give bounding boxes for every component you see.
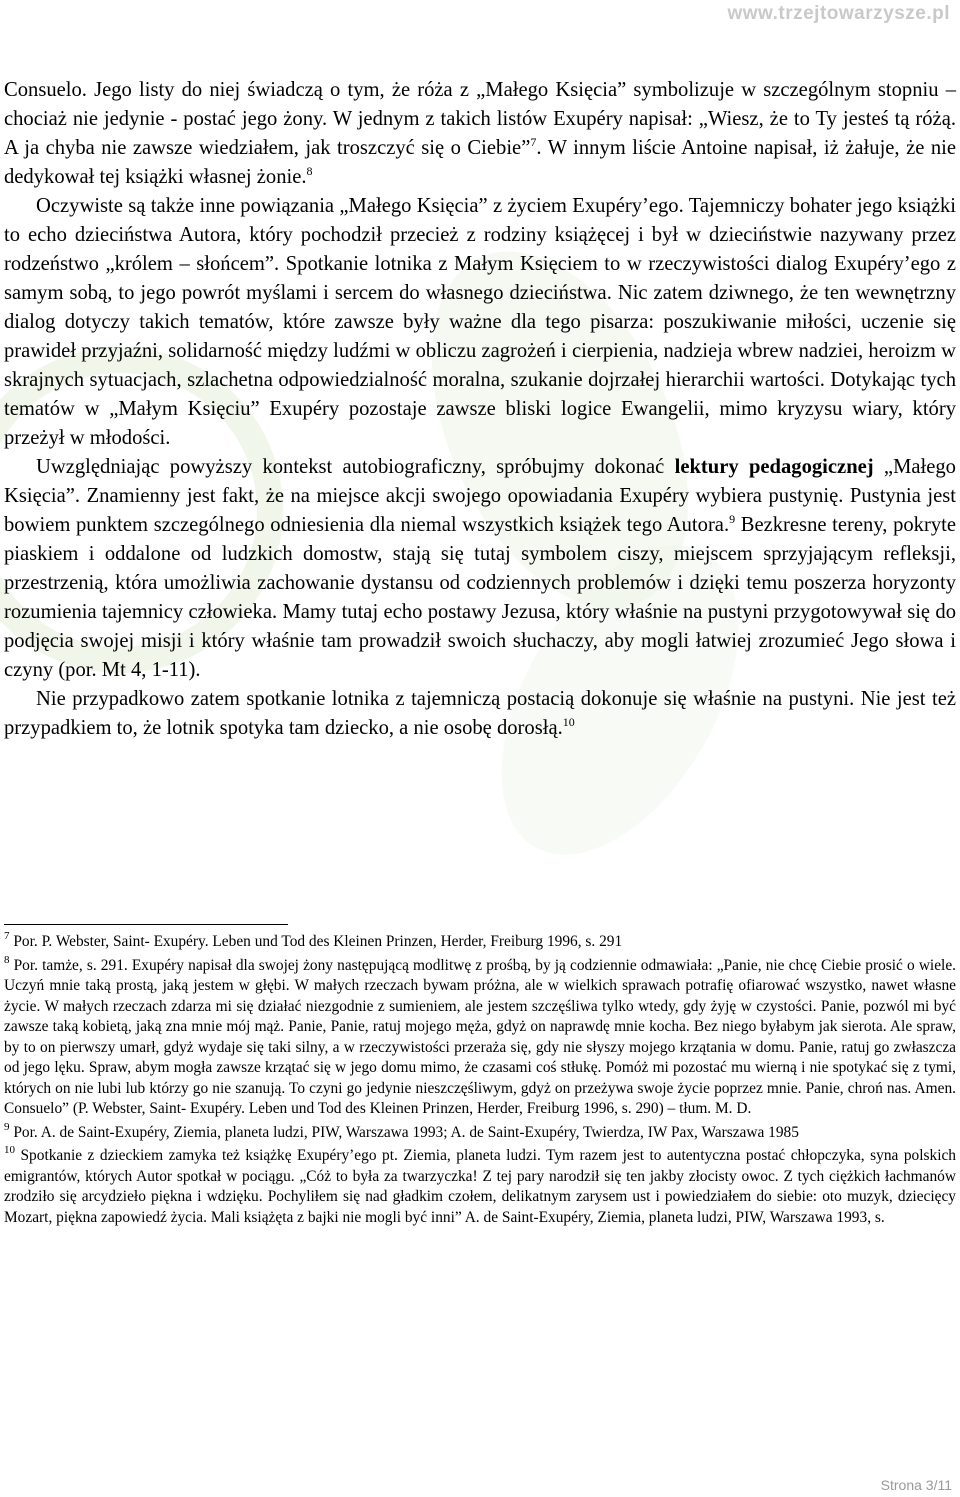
footnote-10 (4, 1146, 956, 1228)
footnote-text: Por. tamże, s. 291. Exupéry napisał dla swojej żony następującą modlitwę z prośbą, by ją codziennie odmawiała: „Panie, nie chcę Ciebie prosić o wiele. Uczyń mnie taką prostą, jaką jestem w głębi. W małych rzeczach bywam próżna, ale w wielkich sprawach potrafię ofiarować wszystko, nawet własne życie. W małych rzeczach zdarza mi się działać niezgodnie z sumieniem, ale jestem szczęśliwa tylko wtedy, gdy żyję w czystości. Panie, pozwól mi być zawsze taką kobietą, jaką zna mnie mój mąż. Panie, Panie, ratuj mojego męża, gdyż on naprawdę mnie kocha. Bez niego byłabym jak sierota. Ale spraw, by to on pierwszy umarł, gdyż wydaje się taki silny, a w rzeczywistości przeraża się, gdy nie słyszy mojego krzątania w domu. Panie, ratuj go zwłaszcza od jego lęku. Spraw, abym mogła zawsze krzątać się w jego domu mimo, że czasami coś stłukę. Pomóż mi pozostać mu wierną i nie spotykać się z tymi, których on nie lubi lub którzy go nie szanują. To czyni go jedynie nieszczęśliwym, gdyż on przeżywa swoje życie poprzez mnie. Panie, chroń nas. Amen. Consuelo” (P. Webster, Saint- Exupéry. Leben und Tod des Kleinen Prinzen, Herder, Freiburg 1996, s. 290) – tłum. M. D. (4, 956, 956, 1117)
page-number: Strona 3/11 (880, 1477, 952, 1493)
text-run: Uwzględniając powyższy kontekst autobiograficzny, spróbujmy dokonać (36, 456, 675, 478)
footnote-separator (4, 924, 288, 925)
footnote-number: 10 (4, 1144, 15, 1156)
footnote-ref[interactable]: 8 (306, 164, 313, 178)
footnote-ref[interactable]: 10 (562, 715, 575, 729)
text-run: „Małego Księcia”. Znamienny jest fakt, że na miejsce akcji swojego opowiadania Exupéry wybiera pustynię. Pustynia jest bowiem punktem szczególnego odniesienia dla niemal wszystkich książek tego Autora. (4, 456, 956, 536)
footnote-text: Spotkanie z dzieckiem zamyka też książkę Exupéry’ego pt. Ziemia, planeta ludzi. Tym razem jest to autentyczna postać chłopczyka, syna polskich emigrantów, których Autor spotkał w pociągu. „Cóż to była za twarzyczka! Z tej pary narodził się ten jakby złocisty owoc. Z tych ciężkich łachmanów zrodziło się arcydzieło piękna i wdzięku. Pochyliłem się nad gładkim czołem, delikatnym zarysem ust i powiedziałem do siebie: oto muzyk, dziecięcy Mozart, piękna zapowiedź życia. Mali książęta z bajki nie mogli być inni” A. de Saint-Exupéry, Ziemia, planeta ludzi, PIW, Warszawa 1993, s. (4, 1147, 956, 1226)
site-url-header[interactable]: www.trzejtowarzysze.pl (727, 3, 950, 24)
footnote-text: Por. A. de Saint-Exupéry, Ziemia, planeta ludzi, PIW, Warszawa 1993; A. de Saint-Exupéry, Twierdza, IW Pax, Warszawa 1985 (9, 1123, 799, 1141)
text-run: Nie przypadkowo zatem spotkanie lotnika z tajemniczą postacią dokonuje się właśnie na pustyni. Nie jest też przypadkiem to, że lotnik spotyka tam dziecko, a nie osobę dorosłą. (4, 688, 956, 739)
footnote-ref[interactable]: 7 (530, 135, 537, 149)
text-run: . W innym liście Antoine napisał, iż żałuje, że nie dedykował tej książki własnej żonie. (4, 137, 957, 188)
footnote-text: Por. P. Webster, Saint- Exupéry. Leben und Tod des Kleinen Prinzen, Herder, Freiburg 1996, s. 291 (9, 933, 623, 950)
bold-phrase: lektury pedagogicznej (674, 456, 874, 478)
footnote-8 (4, 953, 956, 1120)
footnote-number: 7 (4, 930, 10, 942)
body-paragraph (4, 192, 956, 453)
footnote-number: 9 (4, 1120, 10, 1133)
body-paragraph (4, 76, 956, 192)
footnote-ref[interactable]: 9 (729, 512, 736, 526)
text-run: Consuelo. Jego listy do niej świadczą o tym, że róża z „Małego Księcia” symbolizuje w szczególnym stopniu – chociaż nie jedynie - postać jego żony. W jednym z takich listów Exupéry napisał: „Wiesz, że to Ty jesteś tą różą. A ja chyba nie zawsze wiedziałem, jak troszczyć się o Ciebie” (4, 79, 956, 159)
body-paragraph (4, 685, 956, 743)
body-paragraph (4, 453, 956, 685)
text-run: Bezkresne tereny, pokryte piaskiem i oddalone od ludzkich domostw, stają się tutaj symbolem ciszy, miejscem sprzyjającym refleksji, przestrzenią, która umożliwia zachowanie dystansu od codziennych problemów i dzięki temu poszerza horyzonty rozumienia tajemnicy człowieka. Mamy tutaj echo postawy Jezusa, który właśnie na pustyni przygotowywał się do podjęcia swojej misji i który właśnie tam prowadził swoich słuchaczy, aby mogli łatwiej zrozumieć Jego słowa i czyny (por. Mt 4, 1-11). (4, 514, 956, 681)
footnote-7 (4, 932, 956, 953)
text-run: Oczywiste są także inne powiązania „Małego Księcia” z życiem Exupéry’ego. Tajemniczy bohater jego książki to echo dzieciństwa Autora, który pochodził przecież z rodziny książęcej i był w dzieciństwie nazywany przez rodzeństwo „królem – słońcem”. Spotkanie lotnika z Małym Księciem to w rzeczywistości dialog Exupéry’ego z samym sobą, to jego powrót myślami i sercem do własnego dzieciństwa. Nic zatem dziwnego, że ten wewnętrzny dialog dotyczy takich tematów, które zawsze były ważne dla tego pisarza: poszukiwanie miłości, uczenie się prawideł przyjaźni, solidarność między ludźmi w obliczu zagrożeń i cierpienia, nadzieja wbrew nadziei, heroizm w skrajnych sytuacjach, szlachetna odpowiedzialność moralna, szukanie dojrzałej hierarchii wartości. Dotykając tych tematów w „Małym Księciu” Exupéry pozostaje zawsze bliski logice Ewangelii, mimo kryzysu wiary, który przeżył w młodości. (4, 195, 956, 449)
footnotes-section (4, 932, 956, 1231)
main-body-text (4, 76, 956, 743)
footnote-number: 8 (4, 953, 10, 966)
footnote-9 (4, 1120, 956, 1144)
